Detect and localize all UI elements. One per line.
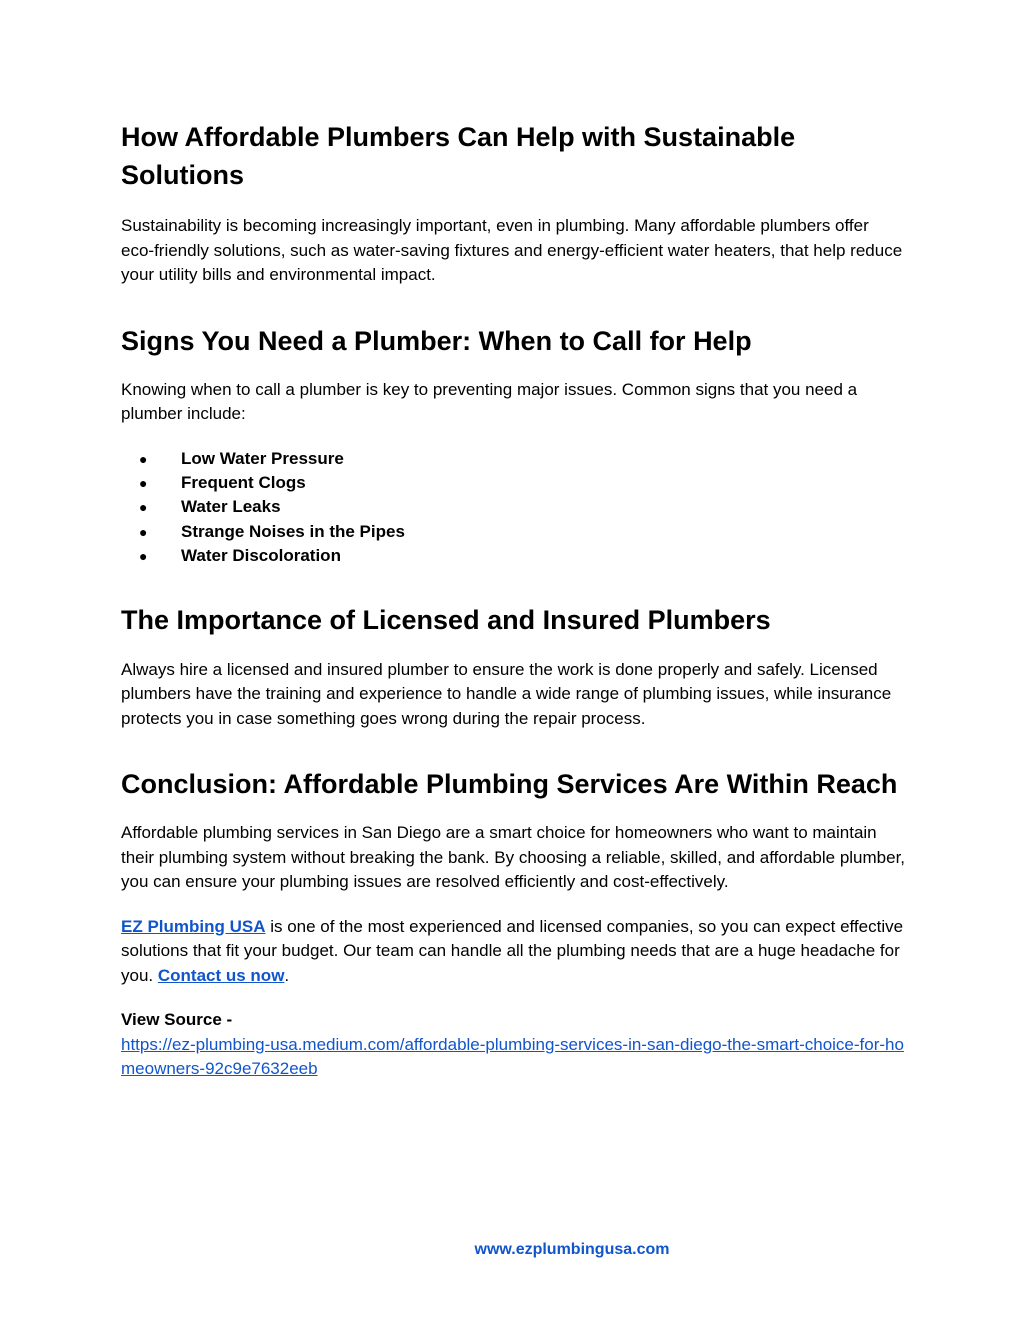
bullet-icon: ●	[139, 499, 148, 516]
footer-website[interactable]: www.ezplumbingusa.com	[474, 1241, 670, 1258]
bullet-icon: ●	[139, 548, 148, 565]
section-body-signs: Knowing when to call a plumber is key to preventing major issues. Common signs that you need a plumber include:	[121, 379, 858, 423]
ez-plumbing-link[interactable]: EZ Plumbing USA	[121, 916, 266, 936]
section-heading-sustainable: How Affordable Plumbers Can Help with Sustainable Solutions	[121, 122, 796, 190]
signs-list	[121, 447, 906, 569]
section-heading-conclusion: Conclusion: Affordable Plumbing Services Are Within Reach	[121, 769, 898, 800]
section-heading-signs: Signs You Need a Plumber: When to Call for Help	[121, 325, 752, 356]
cta-paragraph	[121, 915, 906, 989]
section-heading-licensed: The Importance of Licensed and Insured Plumbers	[121, 604, 771, 635]
section-body-sustainable: Sustainability is becoming increasingly important, even in plumbing. Many affordable plumbers offer eco-friendly solutions, such as water-saving fixtures and energy-efficient water heaters, that help reduce your utility bills and environmental impact.	[121, 216, 903, 284]
list-item: ● Strange Noises in the Pipes	[121, 520, 906, 544]
list-item: ● Water Leaks	[121, 495, 906, 519]
bullet-icon: ●	[139, 450, 148, 467]
document-page	[121, 118, 906, 1082]
cta-end: .	[284, 965, 290, 985]
list-item: ● Low Water Pressure	[121, 447, 906, 471]
section-body-licensed: Always hire a licensed and insured plumber to ensure the work is done properly and safely. Licensed plumbers have the training and experience to handle a wide range of plumbing issues, while insurance protects you in case something goes wrong during the repair process.	[121, 659, 892, 728]
list-item: ● Water Discoloration	[121, 544, 906, 568]
contact-us-link[interactable]: Contact us now	[157, 965, 285, 985]
list-item: ● Frequent Clogs	[121, 471, 906, 495]
bullet-icon: ●	[139, 523, 148, 540]
source-url-link[interactable]: https://ez-plumbing-usa.medium.com/affordable-plumbing-services-in-san-diego-the-smart-choice-for-homeowners-92c9e7632eeb	[121, 1034, 904, 1079]
section-body-conclusion: Affordable plumbing services in San Diego are a smart choice for homeowners who want to maintain their plumbing system without breaking the bank. By choosing a reliable, skilled, and affordable plumber, you can ensure your plumbing issues are resolved efficiently and cost-effectively.	[121, 823, 906, 892]
cta-text: is one of the most experienced and licensed companies, so you can expect effective solutions that fit your budget. Our team can handle all the plumbing needs that are a huge headache for you.	[121, 916, 904, 985]
view-source-label: View Source -	[121, 1010, 233, 1030]
view-source	[121, 1008, 906, 1082]
bullet-icon: ●	[139, 474, 148, 491]
